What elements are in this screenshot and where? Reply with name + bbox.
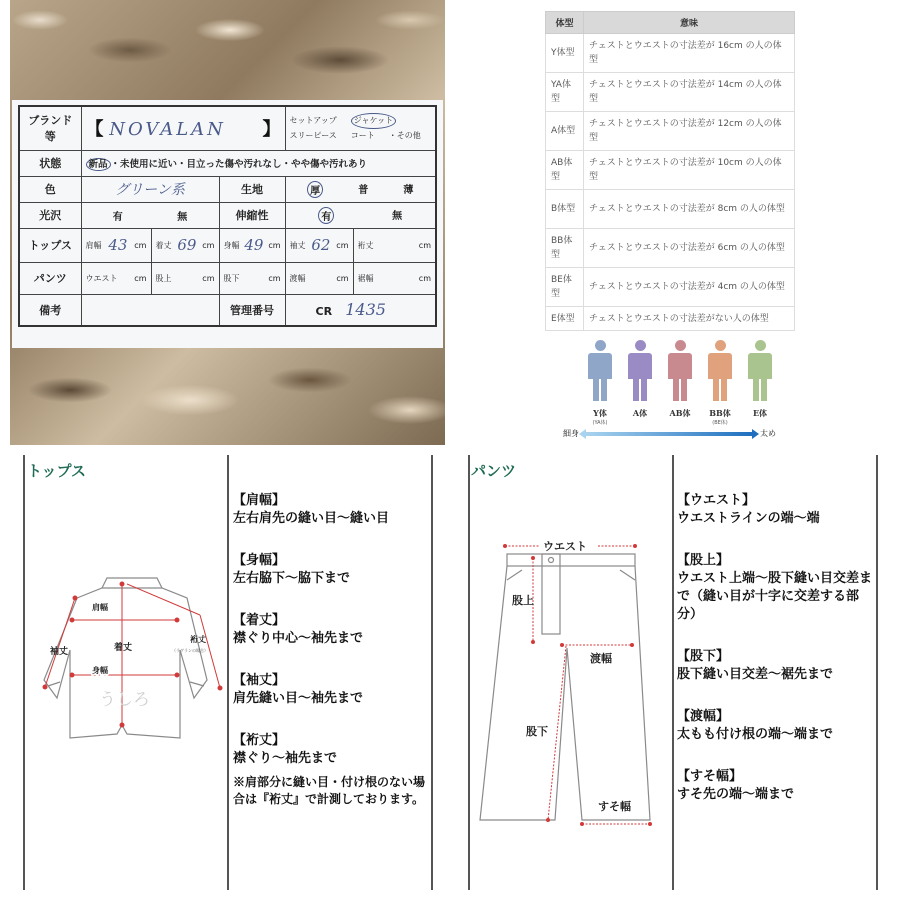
- guide-item: [233, 492, 429, 528]
- gloss-row: [19, 202, 436, 228]
- fabric-thin: 薄: [403, 184, 414, 196]
- guide-heading: 【袖丈】: [233, 673, 286, 688]
- guide-item: [677, 648, 875, 684]
- svg-text:裄丈: 裄丈: [190, 634, 206, 644]
- tops-length-label: 着丈: [155, 240, 172, 250]
- guide-body: 襟ぐり〜袖先まで: [233, 751, 338, 766]
- tops-width-label: 身幅: [223, 240, 240, 250]
- mgmt-number-label: 管理番号: [219, 294, 285, 326]
- table-row: [546, 190, 795, 229]
- meaning-cell: チェストとウエストの寸法差が 4cm の人の体型: [584, 268, 795, 307]
- meaning-cell: チェストとウエストの寸法差が 14cm の人の体型: [584, 73, 795, 112]
- condition-other-options: ・未使用に近い・目立った傷や汚れなし・やや傷や汚れあり: [110, 159, 368, 170]
- svg-text:着丈: 着丈: [114, 643, 133, 653]
- svg-text:身幅: 身幅: [92, 665, 108, 675]
- guide-heading: 【股下】: [677, 649, 730, 664]
- guide-body: 太もも付け根の端〜端まで: [677, 727, 834, 742]
- yuki-note: ※肩部分に縫い目・付け根のない場合は『裄丈』で計測しております。: [233, 775, 426, 806]
- svg-text:肩幅: 肩幅: [92, 602, 108, 612]
- figure-label: AB体: [669, 408, 691, 418]
- meaning-cell: チェストとウエストの寸法差が 6cm の人の体型: [584, 229, 795, 268]
- type-cell: A体型: [546, 112, 584, 151]
- guide-body: すそ先の端〜端まで: [677, 787, 795, 802]
- table-row: [546, 73, 795, 112]
- bracket-open: 【: [85, 119, 104, 141]
- color-row: [19, 176, 436, 202]
- brand-value: NOVALAN: [109, 119, 226, 141]
- guide-item: [233, 672, 429, 708]
- type-option-coat: コート: [350, 131, 375, 141]
- guide-heading: 【肩幅】: [233, 493, 286, 508]
- pants-measurement-guide: [677, 492, 875, 828]
- type-option-other: ・その他: [388, 131, 421, 141]
- guide-body: 襟ぐり中心〜袖先まで: [233, 631, 364, 646]
- guide-body: 左右肩先の縫い目〜縫い目: [233, 511, 390, 526]
- type-option-setup: セットアップ: [289, 116, 337, 126]
- mgmt-number-value: 1435: [345, 300, 386, 320]
- header-meaning: 意味: [584, 12, 795, 34]
- pants-inseam-label: 股下: [223, 273, 240, 283]
- unit: cm: [202, 273, 215, 283]
- table-row: [546, 112, 795, 151]
- type-cell: BB体型: [546, 229, 584, 268]
- tops-sleeve-label: 袖丈: [289, 240, 306, 250]
- guide-body: 股下縫い目交差〜裾先まで: [677, 667, 834, 682]
- body-figures: [585, 340, 775, 412]
- fabric-normal: 普: [358, 184, 369, 196]
- guide-heading: 【身幅】: [233, 553, 286, 568]
- table-row: [546, 307, 795, 331]
- tag-table: [18, 105, 437, 327]
- figure-e-icon: [745, 340, 775, 412]
- pants-thigh-label: 渡幅: [289, 273, 306, 283]
- unit: cm: [134, 240, 147, 250]
- guide-body: ウエスト上端〜股下縫い目交差まで（縫い目が十字に交差する部分）: [677, 571, 873, 622]
- figure-ab-icon: [665, 340, 695, 412]
- condition-new-selected: 新品: [86, 158, 111, 171]
- divider: [227, 455, 229, 890]
- tops-width-value: 49: [244, 236, 264, 254]
- svg-text:股下: 股下: [526, 725, 548, 738]
- divider: [672, 455, 674, 890]
- svg-text:ウエスト: ウエスト: [543, 540, 587, 553]
- pants-hem-label: 裾幅: [357, 273, 374, 283]
- meaning-cell: チェストとウエストの寸法差がない人の体型: [584, 307, 795, 331]
- table-row: [546, 151, 795, 190]
- unit: cm: [202, 240, 215, 250]
- pants-label: パンツ: [19, 262, 81, 294]
- color-value: グリーン系: [81, 176, 219, 202]
- unit: cm: [418, 273, 431, 283]
- guide-item: [677, 768, 875, 804]
- type-cell: E体型: [546, 307, 584, 331]
- svg-text:すそ幅: すそ幅: [598, 800, 631, 813]
- body-type-table: [545, 11, 795, 331]
- guide-item: [677, 492, 875, 528]
- figure-a-icon: [625, 340, 655, 412]
- type-cell: Y体型: [546, 34, 584, 73]
- remarks-label: 備考: [19, 294, 81, 326]
- meaning-cell: チェストとウエストの寸法差が 16cm の人の体型: [584, 34, 795, 73]
- guide-heading: 【裄丈】: [233, 733, 286, 748]
- pants-diagram-icon: [470, 530, 670, 830]
- guide-body: 左右脇下〜脇下まで: [233, 571, 351, 586]
- tops-yuki-label: 裄丈: [357, 240, 374, 250]
- pants-row: [19, 262, 436, 294]
- svg-text:うしろ: うしろ: [99, 690, 150, 710]
- fabric-label: 生地: [219, 176, 285, 202]
- tops-label: トップス: [19, 228, 81, 262]
- type-option-three-piece: スリーピース: [289, 131, 337, 141]
- figure-label: A体: [632, 408, 648, 418]
- header-type: 体型: [546, 12, 584, 34]
- jacket-back-diagram-icon: [22, 570, 227, 745]
- svg-text:（ラグランの場合）: （ラグランの場合）: [172, 648, 208, 653]
- tops-sleeve-value: 62: [311, 236, 331, 254]
- condition-row: [19, 150, 436, 176]
- figure-sublabel: (YA体): [592, 420, 608, 426]
- tops-section-title: トップス: [27, 462, 86, 480]
- guide-heading: 【着丈】: [233, 613, 286, 628]
- tops-shoulder-label: 肩幅: [85, 240, 102, 250]
- bracket-close: 】: [262, 119, 281, 141]
- tops-measurement-guide: [233, 492, 429, 808]
- guide-body: ウエストラインの端〜端: [677, 511, 820, 526]
- figure-label: Y体: [593, 408, 607, 418]
- type-cell: AB体型: [546, 151, 584, 190]
- condition-label: 状態: [19, 150, 81, 176]
- tops-shoulder-value: 43: [108, 236, 128, 254]
- unit: cm: [418, 240, 431, 250]
- guide-item: [233, 552, 429, 588]
- guide-heading: 【渡幅】: [677, 709, 730, 724]
- stretch-no: 無: [392, 210, 403, 222]
- brand-row: [19, 106, 436, 150]
- tops-row: [19, 228, 436, 262]
- svg-text:股上: 股上: [512, 594, 534, 607]
- guide-heading: 【股上】: [677, 553, 730, 568]
- pants-rise-label: 股上: [155, 273, 172, 283]
- stretch-label: 伸縮性: [219, 202, 285, 228]
- type-cell: YA体型: [546, 73, 584, 112]
- unit: cm: [336, 273, 349, 283]
- guide-body: 肩先縫い目〜袖先まで: [233, 691, 364, 706]
- stretch-yes-selected: 有: [318, 207, 334, 224]
- slim-to-broad-arrow-icon: [585, 432, 753, 436]
- color-label: 色: [19, 176, 81, 202]
- figure-y-icon: [585, 340, 615, 412]
- guide-item: [677, 552, 875, 624]
- pants-section-title: パンツ: [471, 462, 517, 480]
- unit: cm: [336, 240, 349, 250]
- figure-label: E体: [752, 408, 768, 418]
- divider: [431, 455, 433, 890]
- divider: [876, 455, 878, 890]
- table-row: [546, 34, 795, 73]
- pants-waist-label: ウエスト: [85, 273, 118, 283]
- guide-heading: 【ウエスト】: [677, 493, 756, 508]
- svg-text:袖丈: 袖丈: [50, 647, 69, 657]
- gloss-no: 無: [177, 211, 188, 223]
- table-row: [546, 268, 795, 307]
- svg-text:渡幅: 渡幅: [590, 652, 612, 665]
- gloss-yes: 有: [112, 211, 123, 223]
- type-option-jacket-selected: ジャケット: [351, 113, 396, 129]
- unit: cm: [268, 240, 281, 250]
- remarks-row: [19, 294, 436, 326]
- meaning-cell: チェストとウエストの寸法差が 8cm の人の体型: [584, 190, 795, 229]
- brand-label: ブランド等: [19, 106, 81, 150]
- unit: cm: [134, 273, 147, 283]
- tops-length-value: 69: [177, 236, 197, 254]
- unit: cm: [268, 273, 281, 283]
- product-tag-photo: [10, 0, 445, 445]
- figure-sublabel: (BE体): [712, 420, 728, 426]
- guide-item: [677, 708, 875, 744]
- scale-left-label: 細身: [563, 429, 579, 438]
- meaning-cell: チェストとウエストの寸法差が 12cm の人の体型: [584, 112, 795, 151]
- meaning-cell: チェストとウエストの寸法差が 10cm の人の体型: [584, 151, 795, 190]
- type-cell: BE体型: [546, 268, 584, 307]
- table-row: [546, 229, 795, 268]
- type-cell: B体型: [546, 190, 584, 229]
- mgmt-prefix: CR: [315, 305, 333, 319]
- fabric-thick-selected: 厚: [307, 181, 323, 198]
- guide-item: [233, 732, 429, 768]
- guide-heading: 【すそ幅】: [677, 769, 743, 784]
- tag-card: [12, 100, 443, 348]
- garment-type-options: [285, 106, 436, 150]
- guide-item: [233, 612, 429, 648]
- scale-right-label: 太め: [760, 429, 776, 438]
- remarks-value: [81, 294, 219, 326]
- figure-bb-icon: [705, 340, 735, 412]
- gloss-label: 光沢: [19, 202, 81, 228]
- figure-label: BB体: [709, 408, 731, 418]
